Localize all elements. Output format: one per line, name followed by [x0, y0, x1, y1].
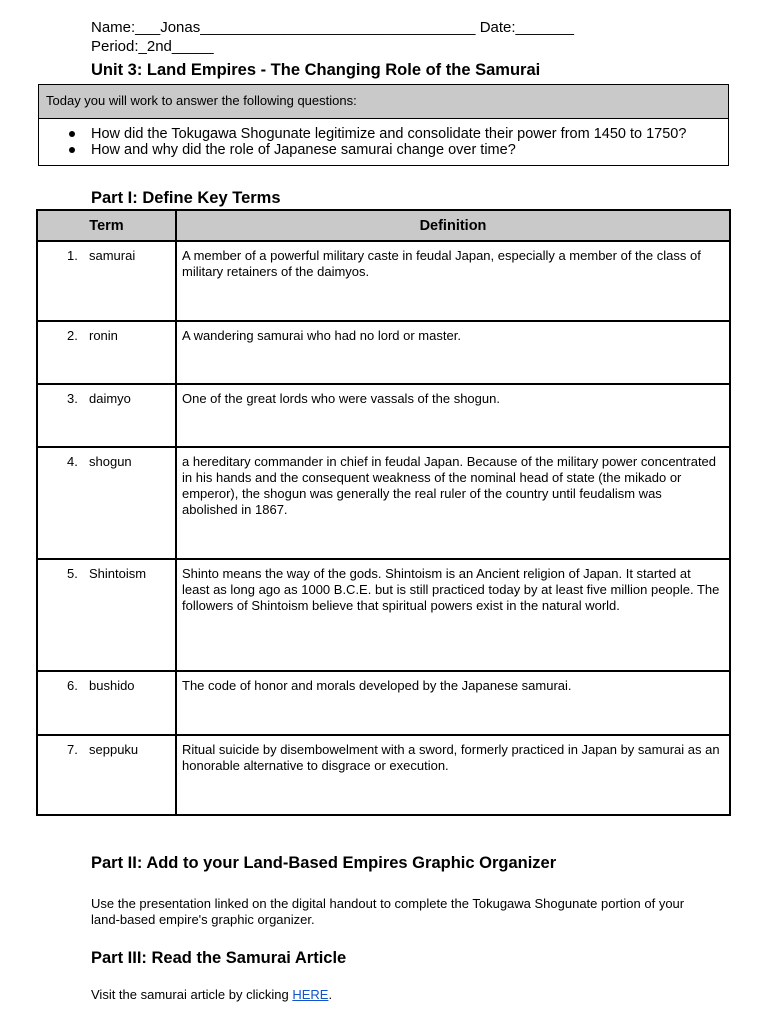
term-cell	[37, 321, 176, 384]
part2-heading: Part II: Add to your Land-Based Empires Graphic Organizer	[91, 854, 557, 872]
questions-heading: Today you will work to answer the following questions:	[39, 85, 728, 119]
term-cell	[37, 671, 176, 735]
term-text: bushido	[89, 678, 135, 693]
here-link[interactable]: HERE	[292, 987, 329, 1002]
table-header-row	[37, 210, 730, 241]
page-title: Unit 3: Land Empires - The Changing Role of the Samurai	[91, 61, 541, 79]
term-text: daimyo	[89, 391, 131, 406]
table-row	[37, 321, 730, 384]
term-number: 3.	[67, 391, 78, 406]
questions-box	[38, 84, 729, 166]
term-cell	[37, 241, 176, 321]
definition-cell: One of the great lords who were vassals of the shogun.	[176, 384, 730, 447]
definition-cell: Shinto means the way of the gods. Shintoism is an Ancient religion of Japan. It started at least as long ago as 1000 B.C.E. but is still practiced today by at least five million people. The followers of Shintoism believe that spiritual powers exist in the natural world.	[176, 559, 730, 671]
term-cell	[37, 447, 176, 559]
table-row	[37, 559, 730, 671]
term-number: 6.	[67, 678, 78, 693]
term-number: 1.	[67, 248, 78, 263]
question-item: How did the Tokugawa Shogunate legitimize and consolidate their power from 1450 to 1750?	[39, 126, 728, 142]
definition-cell: a hereditary commander in chief in feudal Japan. Because of the military power concentrated in his hands and the consequent weakness of the nominal head of state (the mikado or emperor), the shogun was generally the real ruler of the country until feudalism was abolished in 1867.	[176, 447, 730, 559]
questions-list	[39, 119, 728, 158]
table-row	[37, 735, 730, 815]
part3-instructions	[91, 987, 332, 1003]
part3-text-before: Visit the samurai article by clicking	[91, 987, 293, 1002]
part3-text-after: .	[328, 987, 333, 1002]
part1-heading: Part I: Define Key Terms	[91, 189, 281, 207]
term-cell	[37, 735, 176, 815]
term-text: samurai	[89, 248, 136, 263]
definition-cell: The code of honor and morals developed by the Japanese samurai.	[176, 671, 730, 735]
part3-heading: Part III: Read the Samurai Article	[91, 949, 347, 967]
term-text: ronin	[89, 328, 118, 343]
key-terms-table	[36, 209, 731, 816]
table-row	[37, 241, 730, 321]
definition-cell: A wandering samurai who had no lord or master.	[176, 321, 730, 384]
column-header-term: Term	[37, 210, 176, 241]
term-text: shogun	[89, 454, 132, 469]
question-item: How and why did the role of Japanese samurai change over time?	[39, 142, 728, 158]
term-number: 4.	[67, 454, 78, 469]
term-text: seppuku	[89, 742, 139, 757]
term-text: Shintoism	[89, 566, 147, 581]
table-row	[37, 671, 730, 735]
term-number: 2.	[67, 328, 78, 343]
column-header-definition: Definition	[176, 210, 730, 241]
term-cell	[37, 384, 176, 447]
part2-instructions: Use the presentation linked on the digital handout to complete the Tokugawa Shogunate portion of your land-based empire's graphic organizer.	[91, 896, 685, 927]
term-number: 7.	[67, 742, 78, 757]
table-row	[37, 447, 730, 559]
definition-cell: A member of a powerful military caste in feudal Japan, especially a member of the class of military retainers of the daimyos.	[176, 241, 730, 321]
definition-cell: Ritual suicide by disembowelment with a sword, formerly practiced in Japan by samurai as an honorable alternative to disgrace or execution.	[176, 735, 730, 815]
term-number: 5.	[67, 566, 78, 581]
period-line: Period:_2nd_____	[91, 38, 214, 55]
term-cell	[37, 559, 176, 671]
table-row	[37, 384, 730, 447]
name-date-line: Name:___Jonas_________________________________ Date:_______	[91, 19, 574, 36]
